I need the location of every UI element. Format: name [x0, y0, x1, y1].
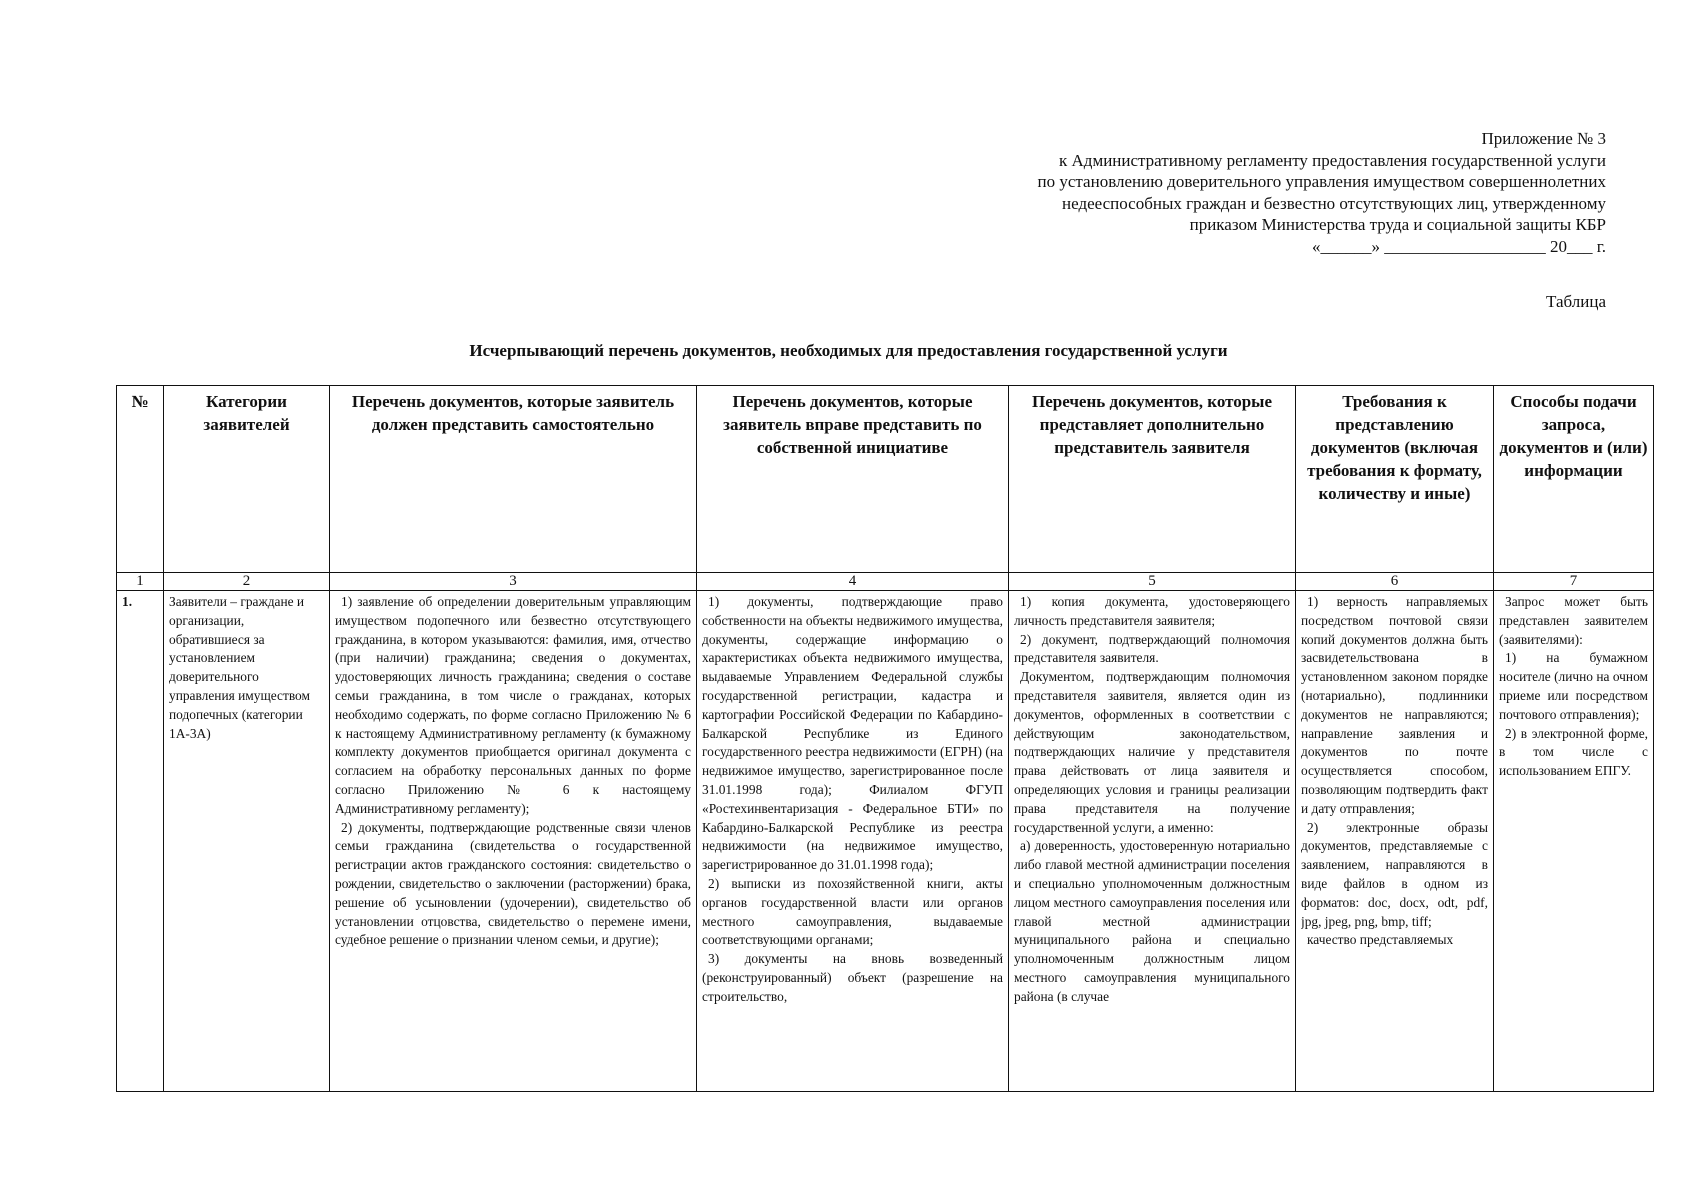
header-line: недееспособных граждан и безвестно отсутствующих лиц, утвержденному: [1062, 193, 1606, 213]
column-number: 1: [117, 573, 164, 591]
optional-doc-item: 1) документы, подтверждающие право собственности на объекты недвижимого имущества, документы, содержащие информацию о характеристиках объекта недвижимого имущества, выдаваемые Управлением Федеральной службы государственной регистрации, кадастра и картографии Российской Федерации по Кабардино-Балкарской Республике из Единого государственного реестра недвижимости (ЕГРН) (на недвижимое имущество, зарегистрированное после 31.01.1998 года); Филиалом ФГУП «Ростехинвентаризация - Федеральное БТИ» по Кабардино-Балкарской Республике из реестра недвижимости (на недвижимое имущество, зарегистрированное до 31.01.1998 года);: [702, 594, 1003, 873]
table-label: Таблица: [1546, 292, 1606, 311]
column-number-row: [117, 573, 1654, 591]
representative-doc-item: 1) копия документа, удостоверяющего личность представителя заявителя;: [1014, 594, 1290, 628]
documents-table: [116, 385, 1654, 1092]
header-optional-docs: Перечень документов, которые заявитель вправе представить по собственной инициативе: [697, 386, 1009, 573]
optional-doc-item: 3) документы на вновь возведенный (реконструированный) объект (разрешение на строительство,: [702, 951, 1003, 1004]
table-row: [117, 591, 1654, 1092]
representative-doc-item: Документом, подтверждающим полномочия представителя заявителя, является один из документов, оформленных в соответствии с действующим законодательством, подтверждающих наличие у представителя права действовать от лица заявителя и определяющих условия и границы реализации права представителя на получение государственной услуги, а именно:: [1014, 669, 1290, 835]
submission-method-item: Запрос может быть представлен заявителем (заявителями):: [1499, 594, 1648, 647]
applicant-category-cell: [164, 591, 330, 1092]
optional-docs-cell: [697, 591, 1009, 1092]
representative-docs-cell: [1009, 591, 1296, 1092]
required-docs-cell: [330, 591, 697, 1092]
header-required-docs: Перечень документов, которые заявитель должен представить самостоятельно: [330, 386, 697, 573]
header-representative-docs: Перечень документов, которые представляет дополнительно представитель заявителя: [1009, 386, 1296, 573]
representative-doc-item: а) доверенность, удостоверенную нотариально либо главой местной администрации поселения и специально уполномоченным должностным лицом местного самоуправления поселения или главой местной администрации муниципального района и специально уполномоченным должностным лицом местного самоуправления муниципального района (в случае: [1014, 838, 1290, 1004]
requirements-cell: [1296, 591, 1494, 1092]
column-number: 3: [330, 573, 697, 591]
row-number-text: 1.: [122, 594, 133, 609]
header-categories: Категории заявителей: [164, 386, 330, 573]
appendix-header: [1038, 128, 1606, 257]
header-requirements: Требования к представлению документов (включая требования к формату, количеству и иные): [1296, 386, 1494, 573]
requirement-item: 2) электронные образы документов, представляемые с заявлением, направляются в виде файлов в одном из форматов: doc, docx, odt, pdf, jpg, jpeg, png, bmp, tiff;: [1301, 819, 1488, 929]
header-line: по установлению доверительного управления имуществом совершеннолетних: [1037, 172, 1606, 191]
header-line: приказом Министерства труда и социальной защиты КБР: [1189, 215, 1606, 234]
requirement-item: 1) верность направляемых посредством почтовой связи копий документов должна быть засвидетельствована в установленном законом порядке (нотариально), подлинники документов не направляются; направление заявления и документов по почте осуществляется способом, позволяющим подтвердить факт и дату отправления;: [1301, 594, 1488, 816]
requirement-item: качество представляемых: [1307, 932, 1454, 948]
submission-method-item: 2) в электронной форме, в том числе с использованием ЕПГУ.: [1499, 725, 1648, 779]
row-number: [117, 591, 164, 1092]
header-line: к Административному регламенту предоставления государственной услуги: [1059, 150, 1606, 170]
header-line: Приложение № 3: [1481, 129, 1606, 148]
submission-methods-cell: [1494, 591, 1654, 1092]
applicant-category: Заявители – граждане и организации, обратившиеся за установлением доверительного управления имуществом подопечных (категории 1А-3А): [169, 594, 310, 741]
header-number: №: [117, 386, 164, 573]
column-number: 5: [1009, 573, 1296, 591]
submission-method-item: 1) на бумажном носителе (лично на очном приеме или посредством почтового отправления);: [1499, 650, 1648, 722]
representative-doc-item: 2) документ, подтверждающий полномочия представителя заявителя.: [1014, 631, 1290, 666]
column-number: 4: [697, 573, 1009, 591]
table-header-row: [117, 386, 1654, 573]
column-number: 7: [1494, 573, 1654, 591]
required-doc-item: 1) заявление об определении доверительным управляющим имуществом подопечного или безвестно отсутствующего гражданина, в котором указываются: фамилия, имя, отчество (при наличии) гражданина; сведения о документах, удостоверяющих личность гражданина; сведения о составе семьи гражданина, в том числе о гражданах, которых необходимо содержать, по форме согласно Приложению № 6 к настоящему Административному регламенту (к бумажному комплекту документов приобщается оригинал документа с согласием на обработку персональных данных по форме согласно Приложению № 6 к настоящему Административному регламенту);: [335, 594, 691, 816]
header-date-line: «______» ___________________ 20___ г.: [1311, 236, 1606, 256]
header-submission-methods: Способы подачи запроса, документов и (или) информации: [1494, 386, 1654, 573]
required-doc-item: 2) документы, подтверждающие родственные связи членов семьи гражданина (свидетельства о государственной регистрации актов гражданского состояния: свидетельство о рождении, свидетельство о заключении (расторжении) брака, решение об усыновлении (удочерении), свидетельство об установлении отцовства, свидетельство о перемене имени, судебное решение о признании членом семьи, и другие);: [335, 819, 691, 948]
document-title: Исчерпывающий перечень документов, необходимых для предоставления государственной услуги: [469, 341, 1228, 360]
column-number: 6: [1296, 573, 1494, 591]
column-number: 2: [164, 573, 330, 591]
optional-doc-item: 2) выписки из похозяйственной книги, акты органов государственной власти или органов местного самоуправления, выдаваемые соответствующими органами;: [702, 875, 1003, 948]
